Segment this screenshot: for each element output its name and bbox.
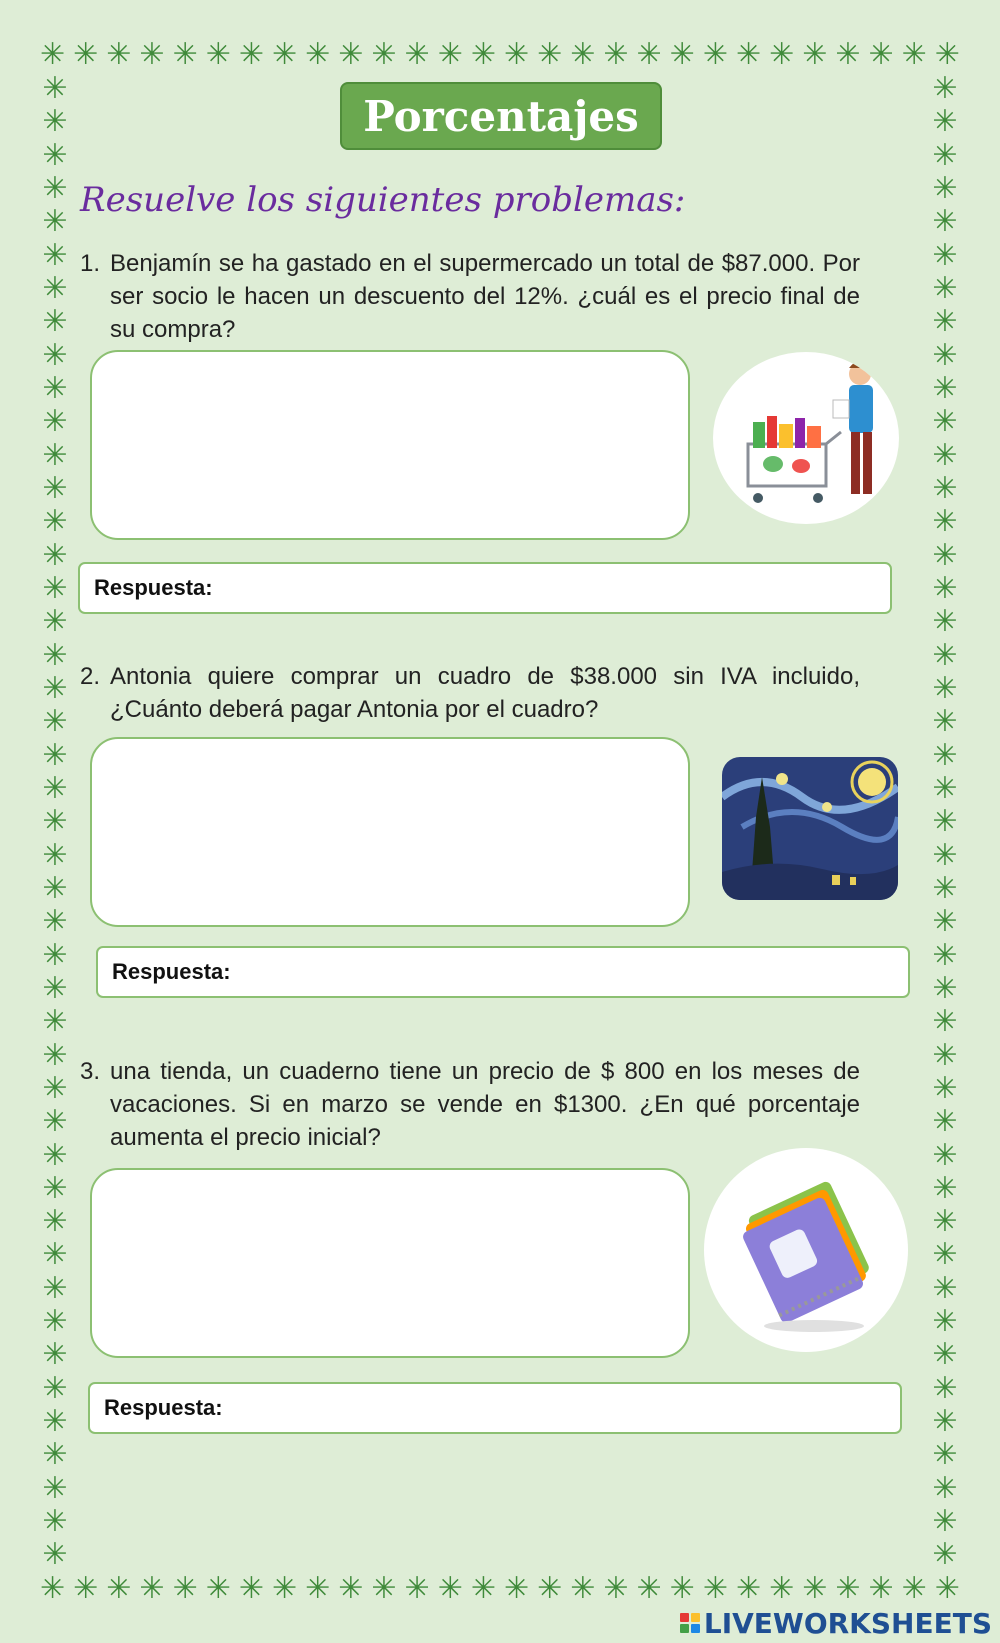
flower-ornament: ✳ (42, 637, 68, 673)
flower-ornament: ✳ (42, 74, 68, 106)
flower-ornament: ✳ (42, 504, 68, 540)
flower-ornament: ✳ (42, 1204, 68, 1240)
flower-ornament: ✳ (404, 38, 430, 72)
flower-ornament: ✳ (932, 170, 958, 206)
flower-ornament: ✳ (932, 1404, 958, 1440)
flower-ornament: ✳ (205, 1572, 231, 1606)
flower-ornament: ✳ (932, 1470, 958, 1506)
flower-ornament: ✳ (42, 1370, 68, 1406)
flower-ornament: ✳ (271, 38, 298, 72)
flower-ornament: ✳ (42, 137, 68, 173)
logo-grid-icon (680, 1613, 700, 1633)
flower-ornament: ✳ (932, 804, 958, 840)
flower-ornament: ✳ (735, 38, 762, 72)
flower-ornament: ✳ (271, 1572, 298, 1606)
flower-ornament: ✳ (932, 1070, 958, 1106)
brand-name: LIVEWORKSHEETS (703, 1606, 992, 1640)
flower-ornament: ✳ (932, 104, 958, 140)
flower-ornament: ✳ (932, 470, 958, 506)
flower-ornament: ✳ (932, 1537, 958, 1571)
flower-ornament: ✳ (437, 38, 463, 72)
flower-ornament: ✳ (932, 1170, 958, 1206)
flower-ornament: ✳ (470, 38, 496, 72)
question-number: 1. (80, 250, 101, 277)
border-bottom-decoration (40, 1572, 960, 1606)
flower-ornament: ✳ (172, 1572, 198, 1606)
shopping-cart-man-image (713, 352, 899, 524)
flower-ornament: ✳ (42, 837, 68, 873)
flower-ornament: ✳ (769, 38, 795, 72)
instructions-heading: Resuelve los siguientes problemas: (80, 180, 686, 220)
flower-ornament: ✳ (735, 1572, 762, 1606)
flower-ornament: ✳ (835, 1572, 861, 1606)
flower-ornament: ✳ (932, 504, 958, 540)
flower-ornament: ✳ (503, 38, 530, 72)
flower-ornament: ✳ (835, 38, 861, 72)
flower-ornament: ✳ (932, 1437, 958, 1473)
flower-ornament: ✳ (42, 604, 68, 640)
flower-ornament: ✳ (42, 337, 68, 373)
flower-ornament: ✳ (42, 1004, 68, 1040)
flower-ornament: ✳ (42, 1304, 68, 1340)
border-right-decoration (928, 74, 962, 1571)
flower-ornament: ✳ (73, 38, 99, 72)
flower-ornament: ✳ (42, 370, 68, 406)
flower-ornament: ✳ (932, 270, 958, 306)
flower-ornament: ✳ (537, 38, 563, 72)
flower-ornament: ✳ (932, 204, 958, 240)
flower-ornament: ✳ (570, 38, 596, 72)
flower-ornament: ✳ (932, 74, 958, 106)
flower-ornament: ✳ (73, 1572, 99, 1606)
flower-ornament: ✳ (932, 737, 958, 773)
flower-ornament: ✳ (42, 704, 68, 740)
flower-ornament: ✳ (636, 1572, 662, 1606)
flower-ornament: ✳ (106, 1572, 132, 1606)
page-title: Porcentajes (340, 82, 662, 150)
flower-ornament: ✳ (802, 1572, 828, 1606)
flower-ornament: ✳ (702, 38, 728, 72)
flower-ornament: ✳ (42, 1470, 68, 1506)
flower-ornament: ✳ (404, 1572, 430, 1606)
flower-ornament: ✳ (42, 1337, 68, 1373)
flower-ornament: ✳ (932, 670, 958, 706)
flower-ornament: ✳ (42, 770, 68, 806)
question-text: Benjamín se ha gastado en el supermercado un total de $87.000. Por ser socio le hacen un descuento del 12%. ¿cuál es el precio final de su compra? (110, 250, 860, 343)
flower-ornament: ✳ (932, 1504, 958, 1540)
flower-ornament: ✳ (932, 1237, 958, 1273)
flower-ornament: ✳ (42, 1537, 68, 1571)
flower-ornament: ✳ (802, 38, 828, 72)
flower-ornament: ✳ (669, 38, 695, 72)
flower-ornament: ✳ (42, 804, 68, 840)
flower-ornament: ✳ (42, 270, 68, 306)
flower-ornament: ✳ (503, 1572, 530, 1606)
flower-ornament: ✳ (42, 970, 68, 1006)
flower-ornament: ✳ (106, 38, 132, 72)
flower-ornament: ✳ (932, 1104, 958, 1140)
flower-ornament: ✳ (901, 1572, 927, 1606)
flower-ornament: ✳ (42, 1170, 68, 1206)
flower-ornament: ✳ (932, 704, 958, 740)
flower-ornament: ✳ (338, 38, 364, 72)
flower-ornament: ✳ (932, 304, 958, 340)
flower-ornament: ✳ (172, 38, 198, 72)
flower-ornament: ✳ (305, 1572, 331, 1606)
notebooks-image (704, 1148, 908, 1352)
question-3 (80, 1055, 860, 1154)
flower-ornament: ✳ (537, 1572, 563, 1606)
flower-ornament: ✳ (932, 1137, 958, 1173)
flower-ornament: ✳ (669, 1572, 695, 1606)
flower-ornament: ✳ (42, 570, 68, 606)
flower-ornament: ✳ (42, 1104, 68, 1140)
flower-ornament: ✳ (932, 770, 958, 806)
answer-field-2[interactable]: Respuesta: (96, 946, 910, 998)
flower-ornament: ✳ (932, 237, 958, 273)
flower-ornament: ✳ (42, 1404, 68, 1440)
flower-ornament: ✳ (932, 1370, 958, 1406)
flower-ornament: ✳ (42, 1270, 68, 1306)
flower-ornament: ✳ (139, 1572, 165, 1606)
flower-ornament: ✳ (305, 38, 331, 72)
flower-ornament: ✳ (934, 1572, 960, 1606)
flower-ornament: ✳ (42, 904, 68, 940)
flower-ornament: ✳ (40, 38, 66, 72)
flower-ornament: ✳ (868, 38, 894, 72)
flower-ornament: ✳ (437, 1572, 463, 1606)
flower-ornament: ✳ (932, 870, 958, 906)
flower-ornament: ✳ (42, 437, 68, 473)
flower-ornament: ✳ (42, 470, 68, 506)
flower-ornament: ✳ (371, 38, 397, 72)
flower-ornament: ✳ (238, 1572, 264, 1606)
flower-ornament: ✳ (932, 1004, 958, 1040)
flower-ornament: ✳ (42, 537, 68, 573)
flower-ornament: ✳ (932, 337, 958, 373)
flower-ornament: ✳ (42, 1070, 68, 1106)
flower-ornament: ✳ (932, 604, 958, 640)
flower-ornament: ✳ (371, 1572, 397, 1606)
flower-ornament: ✳ (636, 38, 662, 72)
work-area-2[interactable] (90, 737, 690, 927)
flower-ornament: ✳ (338, 1572, 364, 1606)
flower-ornament: ✳ (603, 1572, 629, 1606)
question-text: Antonia quiere comprar un cuadro de $38.000 sin IVA incluido, ¿Cuánto deberá pagar Antonia por el cuadro? (110, 663, 860, 723)
flower-ornament: ✳ (932, 404, 958, 440)
flower-ornament: ✳ (932, 1037, 958, 1073)
question-number: 2. (80, 663, 101, 690)
starry-night-image (722, 757, 898, 900)
flower-ornament: ✳ (470, 1572, 496, 1606)
flower-ornament: ✳ (139, 38, 165, 72)
flower-ornament: ✳ (932, 1304, 958, 1340)
flower-ornament: ✳ (42, 670, 68, 706)
flower-ornament: ✳ (603, 38, 629, 72)
flower-ornament: ✳ (932, 837, 958, 873)
flower-ornament: ✳ (932, 937, 958, 973)
flower-ornament: ✳ (932, 570, 958, 606)
flower-ornament: ✳ (42, 404, 68, 440)
flower-ornament: ✳ (40, 1572, 66, 1606)
border-left-decoration (38, 74, 72, 1571)
flower-ornament: ✳ (42, 1037, 68, 1073)
flower-ornament: ✳ (42, 737, 68, 773)
question-text: una tienda, un cuaderno tiene un precio de $ 800 en los meses de vacaciones. Si en marzo se vende en $1300. ¿En qué porcentaje aumenta el precio inicial? (110, 1058, 860, 1151)
flower-ornament: ✳ (932, 1270, 958, 1306)
answer-field-3[interactable]: Respuesta: (88, 1382, 902, 1434)
flower-ornament: ✳ (702, 1572, 728, 1606)
flower-ornament: ✳ (42, 170, 68, 206)
flower-ornament: ✳ (932, 537, 958, 573)
flower-ornament: ✳ (42, 304, 68, 340)
answer-field-1[interactable]: Respuesta: (78, 562, 892, 614)
question-2 (80, 660, 860, 726)
flower-ornament: ✳ (42, 870, 68, 906)
flower-ornament: ✳ (932, 970, 958, 1006)
flower-ornament: ✳ (868, 1572, 894, 1606)
flower-ornament: ✳ (769, 1572, 795, 1606)
flower-ornament: ✳ (42, 1504, 68, 1540)
flower-ornament: ✳ (42, 1237, 68, 1273)
flower-ornament: ✳ (932, 1337, 958, 1373)
work-area-3[interactable] (90, 1168, 690, 1358)
flower-ornament: ✳ (42, 1437, 68, 1473)
question-number: 3. (80, 1058, 101, 1085)
work-area-1[interactable] (90, 350, 690, 540)
flower-ornament: ✳ (932, 137, 958, 173)
flower-ornament: ✳ (42, 937, 68, 973)
flower-ornament: ✳ (42, 1137, 68, 1173)
flower-ornament: ✳ (932, 370, 958, 406)
flower-ornament: ✳ (901, 38, 927, 72)
flower-ornament: ✳ (205, 38, 231, 72)
liveworksheets-logo (680, 1606, 992, 1640)
flower-ornament: ✳ (932, 1204, 958, 1240)
flower-ornament: ✳ (238, 38, 264, 72)
flower-ornament: ✳ (932, 637, 958, 673)
flower-ornament: ✳ (42, 204, 68, 240)
flower-ornament: ✳ (934, 38, 960, 72)
flower-ornament: ✳ (932, 904, 958, 940)
flower-ornament: ✳ (42, 104, 68, 140)
flower-ornament: ✳ (570, 1572, 596, 1606)
border-top-decoration (40, 38, 960, 72)
flower-ornament: ✳ (932, 437, 958, 473)
question-1 (80, 247, 860, 346)
flower-ornament: ✳ (42, 237, 68, 273)
